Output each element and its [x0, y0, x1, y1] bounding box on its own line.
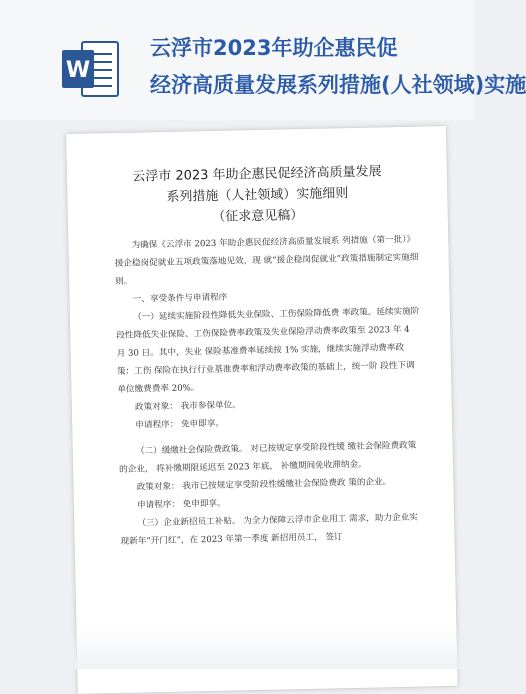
policy-item-1-procedure: 申请程序： 免申即享。 [135, 418, 225, 431]
policy-item-1: （一）延续实施阶段性降低失业保险、工伤保险降低费 率政策。延续实施阶段性降低失业保险、工伤保险费率政策及失业保险浮动费率政策至 2023 年 4 月 30 日。其中，失业 保险基准费率延续按 1% 实施，继续实施浮动费率政策：工伤 保险在执行行业基准费率和浮动费率政策的基础上，统一阶 段性下调单位缴费费率 20%。 [116, 306, 420, 395]
policy-item-2: （二）缓缴社会保险费政策。 对已按规定享受阶段性缓 缴社会保险费政策的企业， 将补缴期限延迟至 2023 年底， 补缴期间免收滞纳金。 [118, 440, 417, 475]
page-title-line2: 经济高质量发展系列措施(人社领域)实施 [150, 73, 526, 97]
document-body [114, 231, 425, 551]
document-preview[interactable] [66, 126, 458, 694]
section-heading: 一、享受条件与申请程序 [132, 292, 228, 305]
word-icon-letter: W [65, 58, 91, 83]
document-title-line2: 系列措施（人社领域）实施细则 [166, 186, 349, 205]
document-title-line1: 云浮市 2023 年助企惠民促经济高质量发展 [132, 164, 382, 185]
policy-item-1-target: 政策对象： 我市参保单位。 [134, 400, 241, 413]
page-title-line1: 云浮市2023年助企惠民促 [150, 36, 398, 60]
page-title [150, 30, 526, 104]
header-banner [0, 0, 526, 120]
policy-item-2-procedure: 申请程序： 免申即享。 [136, 498, 226, 511]
word-doc-icon [62, 38, 120, 100]
policy-item-2-target: 政策对象： 我市已按规定享受阶段性缓缴社会保险费政 策的企业。 [136, 477, 392, 493]
document-title-line3: （征求意见稿） [212, 208, 304, 225]
bottom-fade [0, 629, 474, 669]
document-title [97, 161, 418, 231]
policy-item-3: （三）企业新招员工补贴。 为全力保障云浮市企业用工 需求，助力企业实现新年“开门红”，在 2023 年第一季度 新招用员工， 签订 [120, 512, 418, 547]
intro-paragraph: 为确保《云浮市 2023 年助企惠民促经济高质量发展系 列措施（第一批）》援企稳岗促就业五项政策落地见效，现 就“援企稳岗促就业”政策措施制定实施细则。 [114, 234, 419, 287]
